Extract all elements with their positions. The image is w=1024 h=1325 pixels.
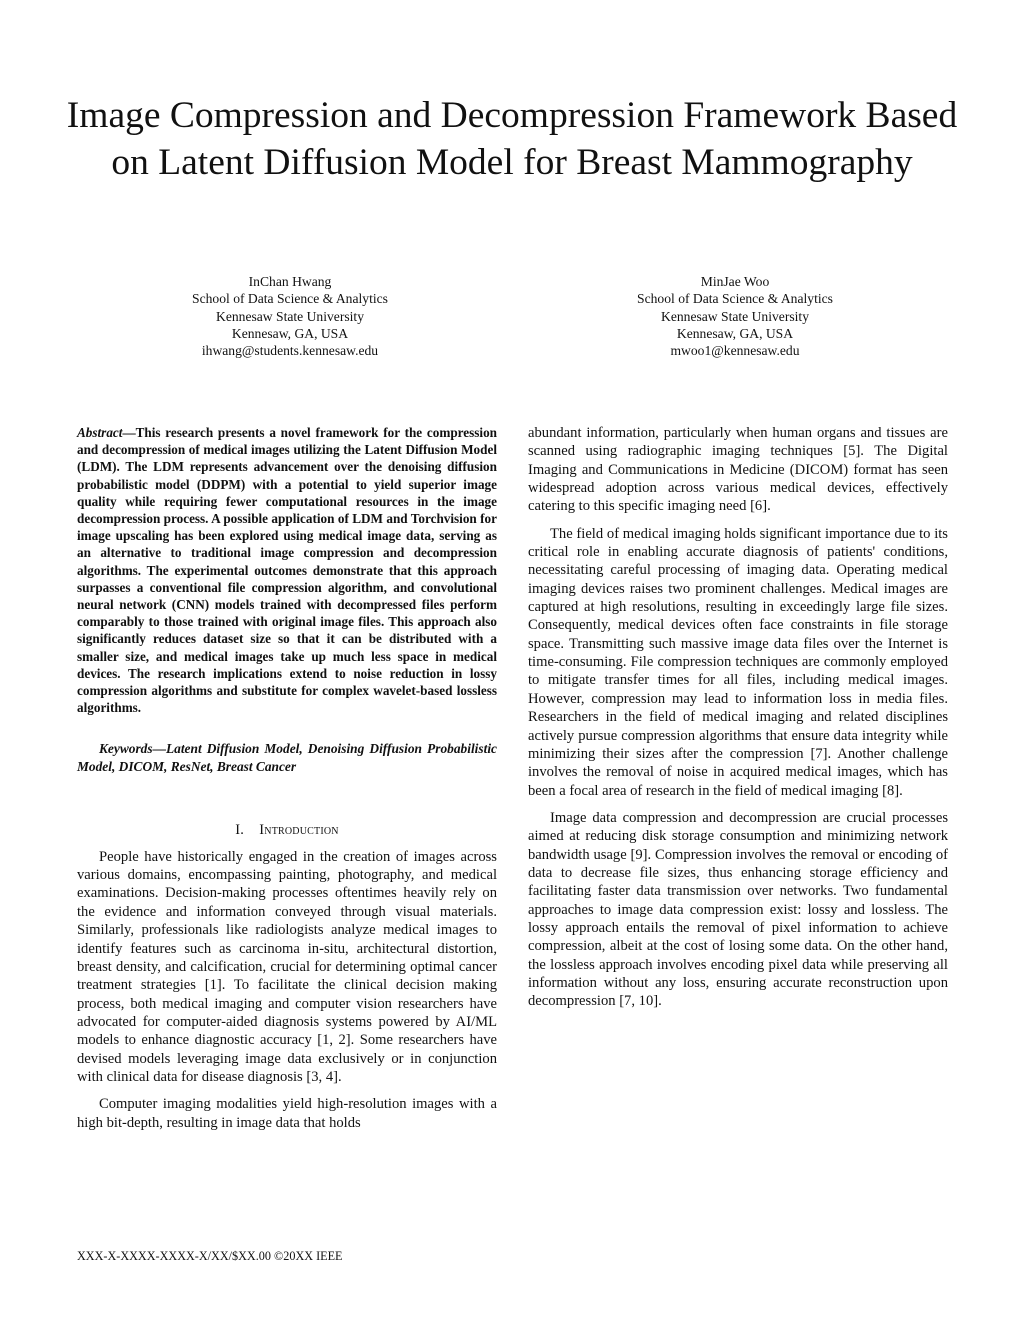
abstract-label: Abstract	[77, 425, 123, 440]
author-name: InChan Hwang	[248, 274, 332, 289]
left-column	[77, 424, 497, 1141]
author-university: Kennesaw State University	[661, 308, 809, 324]
keywords: Keywords—Latent Diffusion Model, Denoising Diffusion Probabilistic Model, DICOM, ResNet, Breast Cancer	[77, 741, 497, 774]
body-paragraph: Computer imaging modalities yield high-resolution images with a high bit-depth, resulting in image data that holds	[77, 1096, 497, 1131]
right-column	[528, 424, 948, 1020]
author-department: School of Data Science & Analytics	[192, 291, 388, 307]
section-number: I.	[235, 822, 245, 839]
body-paragraph: Image data compression and decompression are crucial processes aimed at reducing disk storage consumption and minimizing network bandwidth usage [9]. Compression involves the removal or encoding of data to decrease file sizes, thus enhancing storage efficiency and facilitating faster data transmission over networks. Two fundamental approaches to image data compression exist: lossy and lossless. The lossy approach entails the removal of pixel information to achieve compression, albeit at the cost of losing some data. On the other hand, the lossless approach involves encoding pixel data while preserving all information without any loss, ensuring accurate reconstruction upon decompression [7, 10].	[528, 809, 948, 1010]
section-heading	[77, 821, 497, 839]
author-location: Kennesaw, GA, USA	[676, 325, 794, 341]
section-title: Introduction	[259, 822, 339, 839]
author-department: School of Data Science & Analytics	[637, 291, 833, 307]
body-paragraph-continued: abundant information, particularly when human organs and tissues are scanned using radiographic imaging techniques [5]. The Digital Imaging and Communications in Medicine (DICOM) format has seen widespread adoption across various medical devices, effectively catering to this specific imaging need [6].	[528, 425, 948, 515]
author-block-2	[545, 273, 925, 359]
author-email: ihwang@students.kennesaw.edu	[201, 343, 379, 359]
author-location: Kennesaw, GA, USA	[231, 325, 349, 341]
author-name: MinJae Woo	[700, 274, 770, 289]
copyright-footer: XXX-X-XXXX-XXXX-X/XX/$XX.00 ©20XX IEEE	[77, 1249, 343, 1263]
body-paragraph: People have historically engaged in the creation of images across various domains, encompassing painting, photography, and medical examinations. Decision-making processes oftentimes heavily rely on the evidence and information conveyed through visual materials. Similarly, professionals like radiologists analyze medical images to identify features such as carcinoma in-situ, architectural distortion, breast density, and calcification, crucial for determining optimal cancer treatment strategies [1]. To facilitate the clinical decision making process, both medical imaging and computer vision researchers have advocated for computer-aided diagnosis systems powered by AI/ML models to enhance diagnostic accuracy [1, 2]. Some researchers have devised models leveraging image data exclusively or in conjunction with clinical data for disease diagnosis [3, 4].	[77, 848, 497, 1085]
abstract-text: —This research presents a novel framework for the compression and decompression of medical images utilizing the Latent Diffusion Model (LDM). The LDM represents advancement over the denoising diffusion probabilistic model (DDPM) with a potential to yield superior image quality while requiring fewer computational resources in the image decompression process. A possible application of LDM and Torchvision for image upscaling has been explored using medical image data, serving as an alternative to traditional image compression and decompression algorithms. The experimental outcomes demonstrate that this approach surpasses a conventional file compression algorithm, and convolutional neural network (CNN) models trained with decompressed files perform comparably to those trained with original image files. This approach also significantly reduces dataset size so that it can be distributed with a smaller size, and medical images take up much less space in medical devices. The research implications extend to noise reduction in lossy compression algorithms and substitute for complex wavelet-based lossless algorithms.	[77, 425, 497, 716]
author-university: Kennesaw State University	[216, 308, 364, 324]
body-paragraph: The field of medical imaging holds significant importance due to its critical role in enabling accurate diagnosis of patients' conditions, necessitating careful processing of imaging data. Operating medical imaging devices raises two prominent challenges. Medical images are captured at high resolutions, resulting in exceedingly large file sizes. Consequently, medical devices often face constraints in file storage space. Transmitting such massive image data files over the Internet is time-consuming. File compression techniques are commonly employed to mitigate transfer times for all files, including medical images. However, compression may lead to information loss in media files. Researchers in the field of medical imaging and related disciplines actively pursue compression algorithms that ensure data integrity while minimizing their sizes after the compression [7]. Another challenge involves the removal of noise in acquired medical images, which has been a focal area of research in the field of medical imaging [8].	[528, 525, 948, 799]
author-email: mwoo1@kennesaw.edu	[670, 343, 800, 359]
paper-title: Image Compression and Decompression Framework Based on Latent Diffusion Model for Breast Mammography	[66, 95, 958, 183]
author-block-1	[100, 273, 480, 359]
abstract	[77, 424, 497, 716]
